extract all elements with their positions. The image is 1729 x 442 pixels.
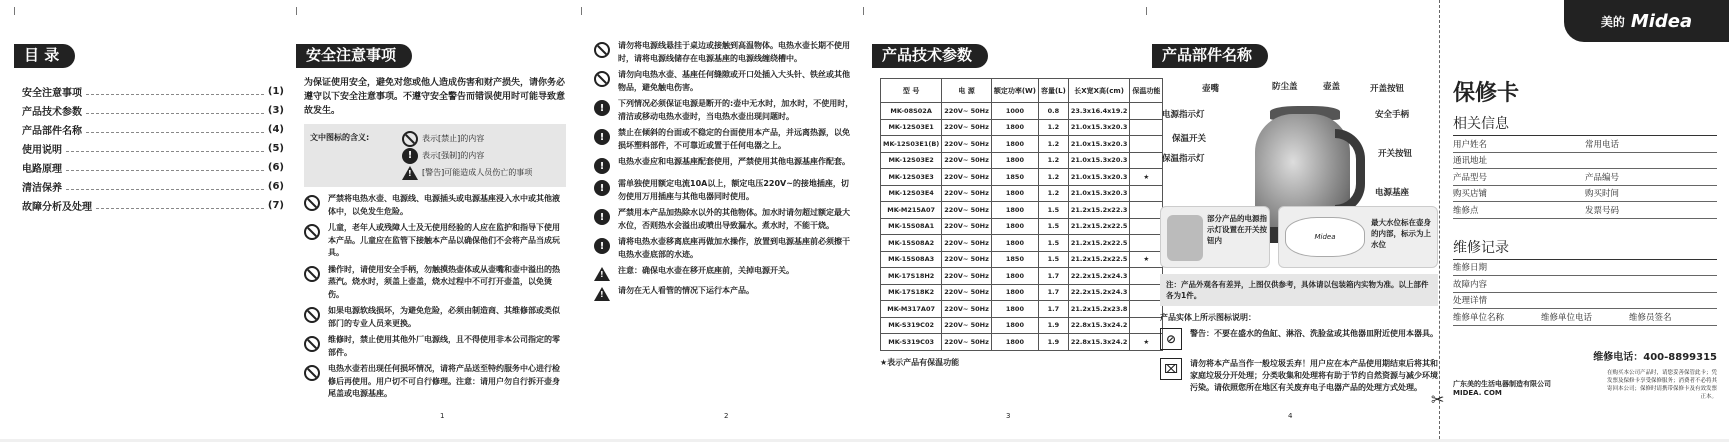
safety-intro: 为保证使用安全，避免对您或他人造成伤害和财产损失，请你务必遵守以下安全注意事项。不遵守安全警告而错误使用时可能导致意故发生。 [304,78,566,116]
spec-cell: 22.2x15.2x24.3 [1068,284,1130,301]
inset1-text: 部分产品的电源指示灯设置在开关按钮内 [1207,214,1267,245]
warranty-title: 保修卡 [1453,81,1520,106]
spec-cell: 220V~ 50Hz [942,268,992,285]
fold-mark: | [295,6,298,15]
ban-icon [304,195,320,211]
must-icon: ! [594,100,610,116]
spec-cell: 220V~ 50Hz [942,169,992,186]
label-switch-button: 开关按钮 [1378,149,1413,159]
spec-cell: 23.3x16.4x19.2 [1068,103,1130,120]
toc-leader [66,151,264,152]
spec-cell: MK-08S02A [881,103,942,120]
spec-cell: 1800 [991,119,1038,136]
toc-leader [86,113,264,114]
safety-text: 请将电热水壶移离底座再做加水操作，放置到电源基座前必须擦干电热水壶底部的水迹。 [618,237,850,259]
spec-cell: 1800 [991,185,1038,202]
toc-leader [66,170,264,171]
spec-cell: 1800 [991,202,1038,219]
spec-cell: 22.8x15.3x24.2 [1068,317,1130,334]
spec-cell: 1800 [991,301,1038,318]
spec-cell: MK-12S03E1 [881,119,942,136]
warranty-field: 购买时间 [1585,189,1620,199]
label-keep-light: 保温指示灯 [1162,154,1205,164]
label-dust-cover: 防尘盖 [1272,82,1298,92]
spec-row [881,235,1163,252]
toc-item [22,177,284,196]
spec-cell: MK-12S03E1(B) [881,136,942,153]
spec-cell: MK-17S18H2 [881,268,942,285]
warranty-row [1453,276,1717,293]
safety-items-1 [304,193,566,401]
spec-cell: ★ [1130,251,1163,268]
warranty-row [1453,136,1717,153]
toc-leader [66,189,264,190]
must-icon: ! [594,158,610,174]
cut-line [1439,0,1440,439]
page-number: 3 [1006,412,1011,420]
spec-cell: 220V~ 50Hz [942,185,992,202]
spec-row [881,152,1163,169]
label-lid: 壶盖 [1323,82,1341,92]
spec-cell: 21.0x15.3x20.3 [1068,152,1130,169]
spec-cell [1130,202,1163,219]
ban-icon [594,42,610,58]
spec-cell: 1800 [991,334,1038,351]
safety-item [594,285,856,301]
warning-icon: ! [402,166,418,180]
warranty-field: 故障内容 [1453,279,1488,290]
spec-cell: 1800 [991,235,1038,252]
safety-text: 电热水壶若出现任何损坏情况，请将产品送至特约服务中心进行检修后再使用。用户切不可自行修理。注意：请用户勿自行拆开壶身尾盖或电源基座。 [328,364,560,398]
warranty-row [1453,202,1717,219]
ban-icon [304,266,320,282]
warranty-field: 维修单位电话 [1541,312,1593,323]
no-water-bath-icon: ⊘ [1160,328,1182,350]
toc-item [22,120,284,139]
inset-power-light [1160,206,1270,268]
spec-cell: 220V~ 50Hz [942,119,992,136]
spec-row [881,202,1163,219]
warranty-field: 产品型号 [1453,172,1488,183]
safety-text: 下列情况必须保证电源是断开的:壶中无水时，加水时，不使用时，清洁或移动电热水壶时，当电热水壶出现问题时。 [618,99,854,121]
must-icon: ! [594,180,610,196]
spec-cell: MK-M215A07 [881,202,942,219]
label-handle: 安全手柄 [1375,110,1410,120]
spec-header-row [881,79,1163,103]
spec-cell: 220V~ 50Hz [942,152,992,169]
safety-item [594,98,856,123]
spec-row [881,169,1163,186]
toc-title: 目 录 [14,44,75,68]
safety-text: 维修时，禁止使用其他外厂电源线，且不得使用非本公司指定的零部件。 [328,335,560,357]
spec-cell: 1.9 [1038,317,1068,334]
spec-cell: 1850 [991,251,1038,268]
record-rows [1453,260,1717,326]
toc-item [22,101,284,120]
safety-items-2 [594,40,856,301]
spec-cell [1130,152,1163,169]
safety-text: 请勿将电源线悬挂于桌边或接触到高温物体。电热水壶长期不使用时，请将电源线储存在电源基座的电源线缠绕槽中。 [618,41,850,63]
legend-ban: 表示[禁止]的内容 [422,134,485,143]
warranty-field: 产品编号 [1585,172,1620,183]
spec-row [881,301,1163,318]
warranty-field: 通讯地址 [1453,156,1488,166]
spec-cell: 21.2x15.2x22.5 [1068,251,1130,268]
hotline: 维修电话：400-8899315 [1593,351,1717,363]
midea-logo-inside: Midea [1285,217,1365,257]
website: MIDEA. COM [1453,388,1502,397]
spec-cell: 22.2x15.2x24.3 [1068,268,1130,285]
safety-title: 安全注意事项 [296,44,412,68]
spec-cell [1130,301,1163,318]
toc-label: 安全注意事项 [22,88,82,99]
spec-row [881,317,1163,334]
warranty-row [1453,153,1717,170]
spec-cell: 220V~ 50Hz [942,202,992,219]
spec-panel [880,44,1161,442]
spec-cell [1130,103,1163,120]
spec-cell: 1.7 [1038,284,1068,301]
page-number: 4 [1288,412,1293,420]
safety-text: 禁止在倾斜的台面或不稳定的台面使用本产品，并远离热源，以免损坏塑料部件，不可靠近或置于任何电器之上。 [618,128,850,150]
spec-cell: 1.5 [1038,218,1068,235]
spec-cell: MK-15S08A3 [881,251,942,268]
spec-row [881,218,1163,235]
fold-mark: | [862,6,865,15]
spec-cell [1130,284,1163,301]
icon1-text: 警告：不要在盛水的鱼缸、淋浴、洗脸盆或其他器皿附近使用本器具。 [1190,329,1438,338]
spec-row [881,268,1163,285]
spec-header-cell: 容量(L) [1038,79,1068,103]
safety-text: 请勿向电热水壶、基座任何缝隙或开口处插入大头针、铁丝或其他物品，避免触电伤害。 [618,70,850,92]
spec-cell: 220V~ 50Hz [942,284,992,301]
spec-cell: 1.2 [1038,136,1068,153]
toc-page: (6) [267,162,284,173]
spec-cell: 21.2x15.2x22.5 [1068,235,1130,252]
spec-cell [1130,218,1163,235]
safety-text: 注意：确保电水壶在移开底座前，关掉电源开关。 [618,266,794,275]
spec-cell: 220V~ 50Hz [942,317,992,334]
spec-cell: ★ [1130,334,1163,351]
safety-text: 操作时，请使用安全手柄，勿触摸热壶体或从壶嘴和壶中溢出的热蒸汽。烧水时，须盖上壶盖，烧水过程中不可打开壶盖，以免烫伤。 [328,264,560,299]
spec-cell: 1.2 [1038,152,1068,169]
spec-cell: 1800 [991,317,1038,334]
page-number: 2 [724,412,729,420]
spec-cell: 1800 [991,152,1038,169]
spec-header-cell: 额定功率(W) [991,79,1038,103]
spec-cell [1130,235,1163,252]
spec-cell: MK-S319C03 [881,334,942,351]
warranty-panel [1431,0,1729,439]
spec-row [881,251,1163,268]
handle-detail-graphic [1167,215,1203,261]
warranty-row [1453,169,1717,186]
spec-row [881,284,1163,301]
ban-icon [304,336,320,352]
inset2-text: 最大水位标在壶身的内部，标示为上水位 [1371,218,1431,249]
page-number: 1 [440,412,445,420]
safety-item [594,127,856,152]
label-power-light: 电源指示灯 [1162,110,1205,120]
toc-page: (4) [267,124,284,135]
legend-title: 文中图标的含义: [310,133,370,142]
warranty-field: 维修员签名 [1629,312,1672,323]
toc-page: (7) [267,200,284,211]
spec-cell [1130,119,1163,136]
spec-cell: 220V~ 50Hz [942,218,992,235]
spec-cell: 220V~ 50Hz [942,235,992,252]
spec-cell: 22.8x15.3x24.2 [1068,334,1130,351]
toc-leader [86,94,264,95]
spec-cell: 220V~ 50Hz [942,334,992,351]
spec-cell: MK-15S08A1 [881,218,942,235]
scissors-icon: ✂ [1431,390,1445,409]
safety-item [594,265,856,281]
spec-cell: 21.0x15.3x20.3 [1068,119,1130,136]
info-rows [1453,136,1717,219]
must-icon: ! [594,209,610,225]
section-related-info: 相关信息 [1453,113,1717,136]
toc-item [22,82,284,101]
ban-icon [402,131,418,147]
spec-header-cell: 型 号 [881,79,942,103]
safety-text: 严禁将电热水壶、电源线、电源插头或电源基座浸入水中或其他液体中，以免发生危险。 [328,194,560,216]
safety-item [304,264,566,302]
legend-must: 表示[强制]的内容 [422,151,485,160]
spec-cell: MK-15S08A2 [881,235,942,252]
spec-row [881,103,1163,120]
warranty-field: 发票号码 [1585,205,1620,216]
spec-cell: MK-S319C02 [881,317,942,334]
parts-title: 产品部件名称 [1152,44,1268,68]
safety-item [594,178,856,203]
safety-text: 需单独使用额定电流10A以上，额定电压220V~的接地插座，切勿使用万用插座与其他电器同时使用。 [618,179,849,201]
safety-item [594,207,856,232]
warranty-fine-print: 在购买本公司产品时，请您妥善保管此卡；凭发票及保修卡享受保修服务；消费者不必将其寄回本公司；保修时请携带保修卡及有效发票正本。 [1607,369,1718,400]
toc-item [22,196,284,215]
company-name: 广东美的生活电器制造有限公司 [1453,379,1551,388]
weee-bin-icon: ⌧ [1160,358,1182,380]
icon-legend [304,124,566,187]
spec-cell: 1.9 [1038,334,1068,351]
safety-text: 严禁用本产品加热除水以外的其他物体。加水时请勿超过额定最大水位，否则热水会溢出或喷出导致漏水。煮水时，不能干烧。 [618,208,850,230]
warranty-row [1453,260,1717,277]
spec-cell: 21.0x15.3x20.3 [1068,185,1130,202]
spec-cell: MK-12S03E3 [881,169,942,186]
warranty-field: 购买店铺 [1453,189,1488,199]
spec-row [881,119,1163,136]
spec-row [881,334,1163,351]
warranty-field: 维修点 [1453,205,1479,216]
label-base: 电源基座 [1375,188,1410,198]
safety-item [594,236,856,261]
spec-cell: 1.5 [1038,235,1068,252]
must-icon: ! [402,148,418,164]
spec-header-cell: 保温功能 [1130,79,1163,103]
warranty-row [1453,309,1717,326]
spec-table [880,78,1163,351]
safety-text: 请勿在无人看管的情况下运行本产品。 [618,286,754,295]
spec-cell: 1.5 [1038,202,1068,219]
safety-item [304,222,566,260]
safety-item [594,156,856,174]
ban-icon [304,307,320,323]
ban-icon [594,71,610,87]
warranty-field: 维修单位名称 [1453,312,1505,323]
warranty-row [1453,293,1717,310]
spec-cell: 220V~ 50Hz [942,103,992,120]
spec-cell: 1.5 [1038,251,1068,268]
toc-label: 故障分析及处理 [22,202,92,213]
label-spout: 壶嘴 [1202,84,1220,94]
spec-cell: 21.2x15.2x22.3 [1068,202,1130,219]
safety-text: 电热水壶应和电源基座配套使用，严禁使用其他电源基座作配套。 [618,157,850,166]
label-keep-switch: 保温开关 [1172,134,1207,144]
spec-cell: 1800 [991,284,1038,301]
icon-explain-2 [1160,358,1438,394]
fold-mark: | [13,6,16,15]
toc-page: (6) [267,181,284,192]
spec-cell: 1.2 [1038,119,1068,136]
ban-icon [304,365,320,381]
spec-cell: 21.0x15.3x20.3 [1068,169,1130,186]
warranty-field: 用户姓名 [1453,139,1488,150]
spec-cell: MK-12S03E2 [881,152,942,169]
parts-note: 注：产品外观各有差异，上图仅供参考，具体请以包装箱内实物为准。以上部件各为1件。 [1160,274,1438,306]
warning-icon: ! [594,267,610,281]
spec-cell: 1.7 [1038,268,1068,285]
spec-cell [1130,317,1163,334]
toc-label: 产品部件名称 [22,126,82,137]
toc-label: 使用说明 [22,145,62,156]
spec-cell: MK-12S03E4 [881,185,942,202]
warranty-row [1453,186,1717,203]
safety-item [304,363,566,401]
spec-cell [1130,268,1163,285]
spec-row [881,185,1163,202]
toc-label: 产品技术参数 [22,107,82,118]
fold-mark: | [580,6,583,15]
toc-leader [86,132,264,133]
toc-list [22,82,284,215]
warranty-field: 常用电话 [1585,139,1620,150]
safety-item [594,40,856,65]
spec-note: ★表示产品有保温功能 [880,357,960,367]
fold-mark: | [1145,6,1148,15]
safety-item [304,305,566,330]
label-lid-button: 开盖按钮 [1370,84,1405,94]
spec-cell: 21.0x15.3x20.3 [1068,136,1130,153]
spec-title: 产品技术参数 [872,44,988,68]
spec-cell: 1800 [991,136,1038,153]
safety-text: 儿童，老年人或残障人士及无使用经验的人应在监护和指导下使用本产品。儿童应在监管下接触本产品以确保他们不会将产品当成玩具。 [328,223,560,257]
safety-panel-2 [594,36,856,434]
warranty-field: 处理详情 [1453,296,1488,306]
ban-icon [304,224,320,240]
spec-cell: MK-17S18K2 [881,284,942,301]
brand-header [1564,0,1729,42]
warning-icon: ! [594,287,610,301]
spec-header-cell: 长X宽X高(cm) [1068,79,1130,103]
spec-cell: 1.2 [1038,169,1068,186]
toc-page: (5) [267,143,284,154]
parts-panel [1160,44,1440,442]
spec-cell: 1000 [991,103,1038,120]
spec-cell: 1800 [991,218,1038,235]
brand-cn: 美的 [1600,14,1625,29]
toc-page: (1) [267,86,284,97]
safety-item [304,193,566,218]
spec-cell: 1850 [991,169,1038,186]
spec-cell: 220V~ 50Hz [942,136,992,153]
spec-cell: 1.7 [1038,301,1068,318]
toc-panel [22,44,284,442]
must-icon: ! [594,238,610,254]
inset-water-level [1278,206,1438,268]
spec-cell: 1800 [991,268,1038,285]
toc-label: 清洁保养 [22,183,62,194]
safety-text: 如果电源软线损坏，为避免危险，必须由制造商、其维修部或类似部门的专业人员来更换。 [328,306,560,328]
brand-en-logo: Midea [1630,10,1693,32]
spec-row [881,136,1163,153]
section-repair-record: 维修记录 [1453,237,1717,260]
safety-panel-1 [304,44,566,442]
toc-label: 电路原理 [22,164,62,175]
safety-item [594,69,856,94]
spec-cell: ★ [1130,169,1163,186]
legend-warn: [警告]可能造成人员伤亡的事项 [422,168,533,177]
spec-cell [1130,136,1163,153]
spec-cell: 1.2 [1038,185,1068,202]
spec-cell: MK-M317A07 [881,301,942,318]
spec-cell: 220V~ 50Hz [942,301,992,318]
icons-title: 产品实体上所示图标说明： [1160,313,1256,322]
toc-page: (3) [267,105,284,116]
spec-cell: 0.8 [1038,103,1068,120]
spec-cell: 21.2x15.2x22.5 [1068,218,1130,235]
safety-item [304,334,566,359]
icon-explain-1 [1160,328,1438,350]
kettle-handle-graphic [1335,129,1365,214]
warranty-field: 维修日期 [1453,263,1488,273]
spec-cell: 220V~ 50Hz [942,251,992,268]
toc-item [22,158,284,177]
spec-cell: 21.2x15.2x23.8 [1068,301,1130,318]
spec-header-cell: 电 源 [942,79,992,103]
toc-leader [96,208,264,209]
toc-item [22,139,284,158]
must-icon: ! [594,129,610,145]
icon2-text: 请勿将本产品当作一般垃圾丢弃！用户应在本产品使用期结束后将其和家庭垃圾分开处理；分类收集和处理将有助于节约自然资源与减少环境污染。请依照您所在地区有关废弃电子电器产品的处理方式处理。 [1190,359,1438,392]
spec-cell [1130,185,1163,202]
